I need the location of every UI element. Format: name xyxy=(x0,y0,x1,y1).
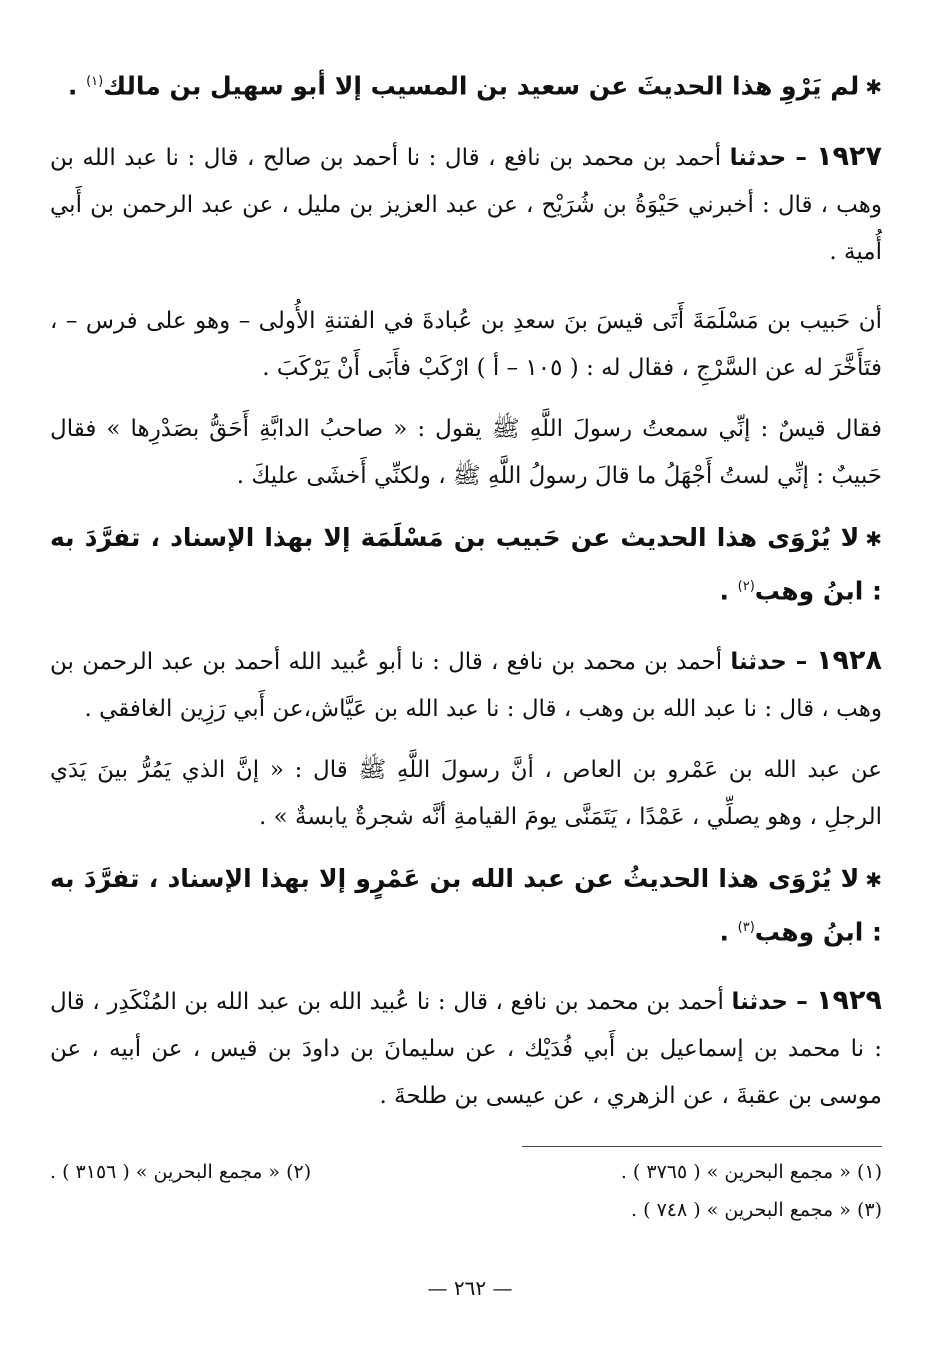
footnote-ref: (٣) xyxy=(737,919,755,935)
footnotes xyxy=(50,1153,882,1229)
hadith-number: ١٩٢٨ xyxy=(816,644,882,676)
note-end: . xyxy=(719,916,738,946)
hadith-1928-isnad xyxy=(50,637,882,733)
page-number: — ٢٦٢ — xyxy=(427,1276,513,1300)
hadith-number: ١٩٢٧ xyxy=(816,141,882,173)
footnote-3: (٣) « مجمع البحرين » ( ٧٤٨ ) . xyxy=(631,1198,882,1221)
footnote-ref: (١) xyxy=(86,74,104,89)
note-end: . xyxy=(719,576,738,606)
separator-line xyxy=(522,1146,882,1147)
isnad-text: أحمد بن محمد بن نافع ، قال : نا عُبيد الله بن عبد الله بن المُنْكَدِر ، قال : نا محمد بن إسماعيل بن أَبي فُدَيْك ، عن سليمانَ بن داودَ بن قيس ، عن أبيه ، عن موسى بن عقبةَ ، عن الزهري ، عن عيسى بن طلحةَ . xyxy=(50,988,882,1109)
hadith-lead: – حدثنا xyxy=(731,988,817,1015)
hadith-number: ١٩٢٩ xyxy=(816,984,882,1016)
isnad-text: أحمد بن محمد بن نافع ، قال : نا أحمد بن صالح ، قال : نا عبد الله بن وهب ، قال : أخبرني حَيْوَةُ بن شُرَيْح ، عن عبد العزيز بن مليل ، عن عبد الرحمن بن أَبي أُمية . xyxy=(50,145,882,266)
asterisk-icon: ✱ xyxy=(865,527,882,552)
hadith-1927-matn-2: فقال قيسٌ : إنِّي سمعتُ رسولَ اللَّهِ ﷺ يقول : « صاحبُ الدابَّةِ أَحَقُّ بصَدْرِها » فقال حَبيبٌ : إنِّي لستُ أَجْهَلُ ما قالَ رسولُ اللَّهِ ﷺ ، ولكنِّي أَخشَى عليكَ . xyxy=(50,416,882,490)
isnad-text: أحمد بن محمد بن نافع ، قال : نا أبو عُبيد الله أحمد بن عبد الرحمن بن وهب ، قال : نا عبد الله بن وهب ، قال : نا عبد الله بن عَيَّاش،عن أَبي رَزِين الغافقي . xyxy=(50,648,882,722)
note-paragraph-3 xyxy=(50,855,882,955)
footnote-row xyxy=(50,1191,882,1229)
note-text: لا يُرْوَى هذا الحديثُ عن عبد الله بن عَمْرٍو إلا بهذا الإسناد ، تفرَّدَ به : ابنُ وهب xyxy=(50,863,882,946)
hadith-lead: – حدثنا xyxy=(730,648,817,675)
footnote-row xyxy=(50,1153,882,1191)
note-paragraph-1 xyxy=(50,58,882,111)
hadith-1928-matn: عن عبد الله بن عَمْرو بن العاص ، أنَّ رسولَ اللَّهِ ﷺ قال : « إنَّ الذي يَمُرُّ بينَ يَدَي الرجلِ ، وهو يصلِّي ، عَمْدًا ، يَتَمَنَّى يومَ القيامةِ أنَّه شجرةٌ يابسةٌ » . xyxy=(50,756,882,830)
hadith-1927-isnad xyxy=(50,133,882,276)
asterisk-icon: ✱ xyxy=(865,75,882,100)
footnote-ref: (٢) xyxy=(737,579,755,595)
hadith-1927-matn-1: أن حَبيب بن مَسْلَمَةَ أَتَى قيسَ بنَ سعدِ بن عُبادةَ في الفتنةِ الأُولى – وهو على فرس – ، فتَأَخَّرَ له عن السَّرْجِ ، فقال له : ( ١٠٥ – أ ) ارْكَبْ فأَبَى أَنْ يَرْكَبَ . xyxy=(50,308,882,382)
footnote-2: (٢) « مجمع البحرين » ( ٣١٥٦ ) . xyxy=(50,1160,312,1183)
footnote-separator xyxy=(50,1146,882,1147)
footnote-1: (١) « مجمع البحرين » ( ٣٧٦٥ ) . xyxy=(620,1160,882,1183)
hadith-1929-isnad xyxy=(50,977,882,1120)
hadith-lead: – حدثنا xyxy=(729,145,817,172)
asterisk-icon: ✱ xyxy=(865,867,882,892)
note-text: لم يَرْوِ هذا الحديثَ عن سعيد بن المسيب إلا أبو سهيل بن مالك xyxy=(103,71,860,101)
note-end: . xyxy=(67,71,87,101)
note-text: لا يُرْوَى هذا الحديث عن حَبيب بن مَسْلَمَة إلا بهذا الإسناد ، تفرَّدَ به : ابنُ وهب xyxy=(50,523,882,606)
note-paragraph-2 xyxy=(50,514,882,614)
